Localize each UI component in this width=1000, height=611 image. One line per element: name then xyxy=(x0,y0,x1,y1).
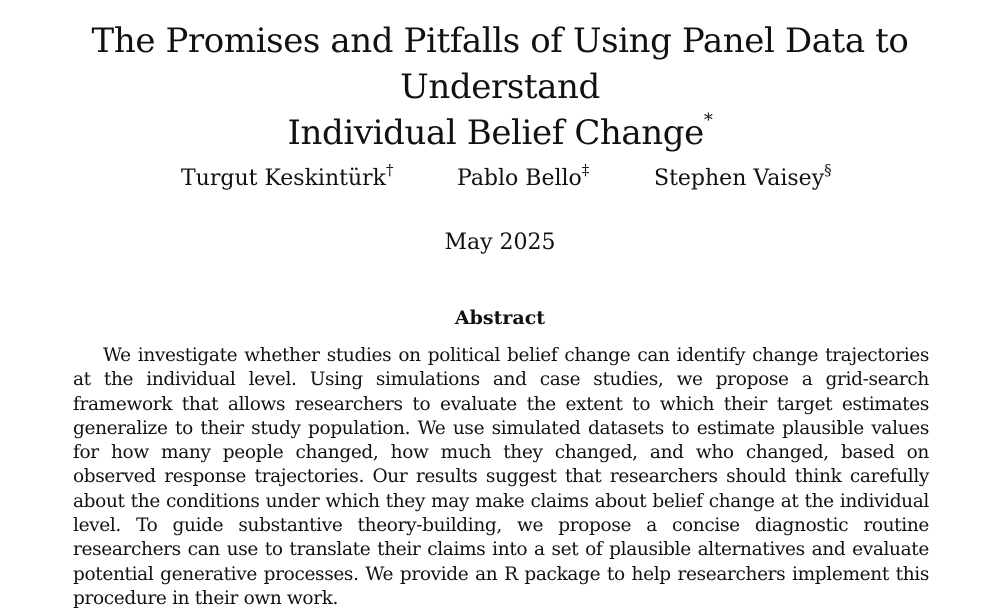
title-footnote-mark: * xyxy=(703,110,713,131)
title-line-2 xyxy=(0,110,1000,156)
author-1-name: Turgut Keskintürk xyxy=(181,166,386,191)
author-2-footnote-mark: ‡ xyxy=(581,161,590,179)
paper-title xyxy=(0,18,1000,156)
abstract-body: We investigate whether studies on political belief change can identify change trajectories at the individual level. Using simulations and case studies, we propose a grid-search framework that allows researchers to evaluate the extent to which their target estimates generalize to their study population. We use simulated datasets to estimate plausible values for how many people changed, how much they changed, and who changed, based on observed response trajectories. Our results suggest that researchers should think carefully about the conditions under which they may make claims about belief change at the individual level. To guide substantive theory-building, we propose a concise diagnostic routine researchers can use to translate their claims into a set of plausible alternatives and evaluate potential generative processes. We provide an R package to help researchers implement this procedure in their own work. xyxy=(73,345,929,609)
author-3 xyxy=(654,161,832,191)
title-line-1: The Promises and Pitfalls of Using Panel Data to Understand xyxy=(91,21,909,107)
publication-date: May 2025 xyxy=(444,230,556,255)
author-3-footnote-mark: § xyxy=(824,161,832,179)
title-line-2-text: Individual Belief Change xyxy=(287,113,704,153)
author-1-footnote-mark: † xyxy=(386,161,394,179)
author-2-name: Pablo Bello xyxy=(457,166,582,191)
author-list xyxy=(0,161,1000,200)
abstract-heading: Abstract xyxy=(454,307,546,329)
author-3-name: Stephen Vaisey xyxy=(654,166,825,191)
author-2 xyxy=(457,161,590,191)
author-1 xyxy=(181,161,394,191)
